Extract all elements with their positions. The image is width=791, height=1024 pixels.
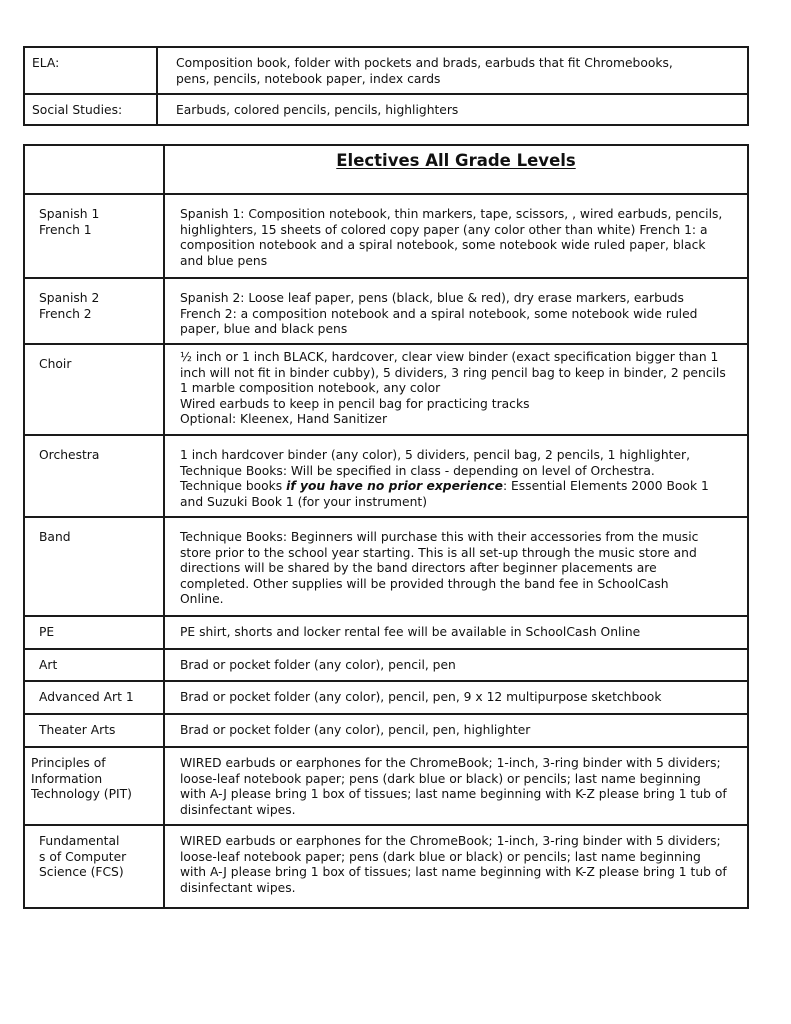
supply-line: Spanish 2: Loose leaf paper, pens (black, blue & red), dry erase markers, earbuds — [180, 291, 684, 305]
table-row-band — [24, 517, 748, 616]
supply-line: Online. — [180, 592, 224, 607]
supply-list-cell — [164, 649, 748, 681]
supply-line: French 2: a composition notebook and a spiral notebook, some notebook wide ruled — [180, 306, 698, 321]
supply-list-cell — [157, 47, 748, 94]
supply-line: with A-J please bring 1 box of tissues; last name beginning with K-Z please bring 1 tub of — [180, 865, 727, 880]
core-subjects-table — [23, 46, 749, 126]
subject-label: Science (FCS) — [39, 865, 124, 880]
supply-line: Technique Books: Will be specified in class - depending on level of Orchestra. — [180, 463, 655, 478]
subject-cell — [24, 47, 157, 94]
subject-label: Band — [39, 530, 71, 544]
supply-line: paper, blue and black pens — [180, 322, 348, 337]
subject-label: Technology (PIT) — [31, 787, 132, 802]
table-row-spanish-1-french-1 — [24, 194, 748, 278]
supply-line: disinfectant wipes. — [180, 880, 296, 895]
subject-cell — [24, 278, 164, 344]
supply-line: with A-J please bring 1 box of tissues; last name beginning with K-Z please bring 1 tub of — [180, 787, 727, 802]
supply-line: Composition book, folder with pockets and brads, earbuds that fit Chromebooks, — [176, 56, 673, 70]
table-row-art — [24, 649, 748, 681]
header-cell — [164, 145, 748, 194]
supply-list-cell — [164, 517, 748, 616]
supply-line — [180, 479, 739, 495]
supply-line: WIRED earbuds or earphones for the ChromeBook; 1-inch, 3-ring binder with 5 dividers; — [180, 834, 721, 848]
subject-cell — [24, 517, 164, 616]
supply-line: composition notebook and a spiral notebook, some notebook wide ruled paper, black — [180, 238, 706, 253]
subject-cell — [24, 825, 164, 908]
subject-cell — [24, 649, 164, 681]
supply-line: Brad or pocket folder (any color), pencil, pen — [180, 658, 456, 672]
supply-line: Brad or pocket folder (any color), pencil, pen, 9 x 12 multipurpose sketchbook — [180, 690, 662, 704]
table-row-pe — [24, 616, 748, 649]
table-row-orchestra — [24, 435, 748, 517]
supply-line: Optional: Kleenex, Hand Sanitizer — [180, 412, 388, 427]
supply-list-cell — [164, 194, 748, 278]
subject-label: Advanced Art 1 — [39, 690, 134, 704]
supply-line: and Suzuki Book 1 (for your instrument) — [180, 494, 428, 509]
supply-line: inch will not fit in binder cubby), 5 dividers, 3 ring pencil bag to keep in binder, 2 pencils — [180, 365, 726, 380]
supply-line: disinfectant wipes. — [180, 802, 296, 817]
subject-label: Spanish 1 — [39, 207, 100, 221]
subject-label: Art — [39, 658, 58, 672]
subject-label: Spanish 2 — [39, 291, 100, 305]
supply-list-cell — [164, 747, 748, 825]
table-row-ela — [24, 47, 748, 94]
supply-line: loose-leaf notebook paper; pens (dark blue or black) or pencils; last name beginning — [180, 771, 701, 786]
subject-cell — [24, 681, 164, 714]
supply-list-cell — [157, 94, 748, 125]
subject-label: s of Computer — [39, 849, 127, 864]
subject-label: PE — [39, 625, 55, 639]
supply-line: store prior to the school year starting. This is all set-up through the music store and — [180, 545, 697, 560]
supply-list-cell — [164, 681, 748, 714]
supply-line: WIRED earbuds or earphones for the ChromeBook; 1-inch, 3-ring binder with 5 dividers; — [180, 756, 721, 770]
table-row-theater-arts — [24, 714, 748, 747]
subject-cell — [24, 714, 164, 747]
supply-line: and blue pens — [180, 253, 268, 268]
supply-list-cell — [164, 435, 748, 517]
supply-list-cell — [164, 825, 748, 908]
subject-cell — [24, 616, 164, 649]
supply-list-cell — [164, 344, 748, 435]
table-header-row — [24, 145, 748, 194]
table-row-social-studies — [24, 94, 748, 125]
supply-line: highlighters, 15 sheets of colored copy paper (any color other than white) French 1: a — [180, 222, 708, 237]
electives-table — [23, 144, 749, 909]
table-row-pit — [24, 747, 748, 825]
subject-label: Orchestra — [39, 448, 100, 462]
supply-line: 1 inch hardcover binder (any color), 5 dividers, pencil bag, 2 pencils, 1 highlighter, — [180, 448, 691, 462]
section-title: Electives All Grade Levels — [336, 151, 576, 170]
subject-cell — [24, 194, 164, 278]
supply-line: Wired earbuds to keep in pencil bag for practicing tracks — [180, 396, 530, 411]
subject-label: Information — [31, 771, 103, 786]
subject-cell — [24, 747, 164, 825]
supply-line: Technique Books: Beginners will purchase this with their accessories from the music — [180, 530, 699, 544]
supply-list-cell — [164, 278, 748, 344]
subject-label: Choir — [39, 357, 72, 371]
supply-line: pens, pencils, notebook paper, index cards — [176, 71, 441, 86]
subject-label: Theater Arts — [39, 723, 116, 737]
supply-line: Earbuds, colored pencils, pencils, highlighters — [176, 103, 459, 117]
subject-cell — [24, 344, 164, 435]
supply-line: Brad or pocket folder (any color), pencil, pen, highlighter — [180, 723, 531, 737]
subject-label: Principles of — [31, 756, 106, 770]
supply-line: PE shirt, shorts and locker rental fee will be available in SchoolCash Online — [180, 625, 641, 639]
supply-line: 1 marble composition notebook, any color — [180, 381, 441, 396]
subject-label: ELA: — [32, 56, 60, 70]
supply-line: completed. Other supplies will be provided through the band fee in SchoolCash — [180, 576, 669, 591]
subject-label: French 1 — [39, 222, 92, 237]
supply-list-cell — [164, 714, 748, 747]
table-row-advanced-art-1 — [24, 681, 748, 714]
table-row-fcs — [24, 825, 748, 908]
subject-label: Social Studies: — [32, 103, 123, 117]
supply-line: loose-leaf notebook paper; pens (dark blue or black) or pencils; last name beginning — [180, 849, 701, 864]
supply-line: Spanish 1: Composition notebook, thin markers, tape, scissors, , wired earbuds, pencils, — [180, 207, 723, 221]
table-row-choir — [24, 344, 748, 435]
supply-list-cell — [164, 616, 748, 649]
supply-line: directions will be shared by the band directors after beginner placements are — [180, 561, 657, 576]
subject-label: Fundamental — [39, 834, 120, 848]
subject-cell — [24, 94, 157, 125]
supply-line: ½ inch or 1 inch BLACK, hardcover, clear view binder (exact specification bigger than 1 — [180, 350, 719, 364]
supply-text: : Essential Elements 2000 Book 1 — [502, 479, 709, 494]
empty-header-cell — [24, 145, 164, 194]
emphasis-text: if you have no prior experience — [286, 479, 503, 494]
subject-cell — [24, 435, 164, 517]
table-row-spanish-2-french-2 — [24, 278, 748, 344]
supply-text: Technique books — [180, 479, 287, 494]
subject-label: French 2 — [39, 306, 92, 321]
